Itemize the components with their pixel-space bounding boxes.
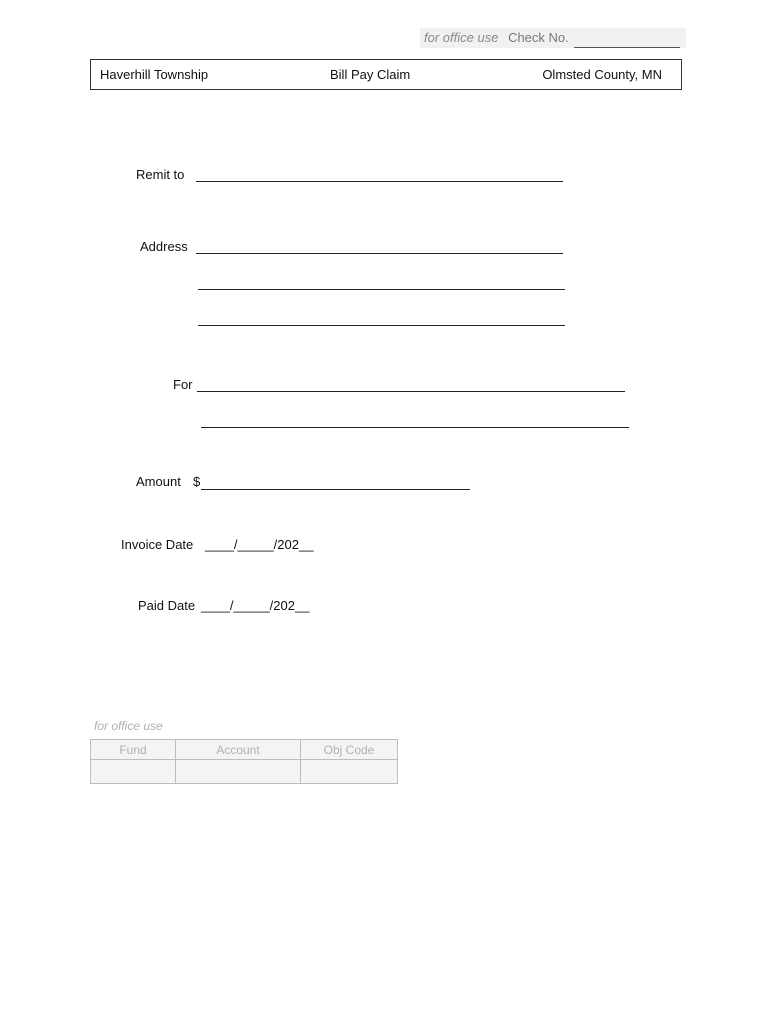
office-use-entry-row [91, 760, 398, 784]
address-line-3-field[interactable] [198, 325, 565, 326]
office-use-label: for office use [424, 30, 499, 45]
invoice-date-label: Invoice Date [121, 537, 194, 552]
form-title: Bill Pay Claim [330, 67, 411, 82]
check-number-field[interactable] [574, 34, 680, 48]
obj-code-column-header: Obj Code [301, 740, 398, 760]
for-line-1-field[interactable] [197, 391, 625, 392]
address-line-2-field[interactable] [198, 289, 565, 290]
township-name: Haverhill Township [100, 67, 209, 82]
paid-date-field[interactable]: ____/_____/202__ [201, 598, 310, 613]
amount-field[interactable] [201, 489, 470, 490]
obj-code-cell[interactable] [301, 760, 398, 784]
account-column-header: Account [176, 740, 301, 760]
for-label: For [173, 377, 193, 392]
office-use-check-strip [420, 28, 686, 48]
claim-header [90, 59, 682, 90]
office-use-table-label: for office use [94, 719, 163, 733]
paid-date-label: Paid Date [138, 598, 196, 613]
county-name: Olmsted County, MN [542, 67, 662, 82]
fund-cell[interactable] [91, 760, 176, 784]
address-line-1-field[interactable] [196, 253, 563, 254]
invoice-date-field[interactable]: ____/_____/202__ [205, 537, 314, 552]
address-label: Address [140, 239, 188, 254]
account-cell[interactable] [176, 760, 301, 784]
office-use-table [90, 739, 398, 784]
check-number-label: Check No. [508, 30, 569, 45]
office-use-header-row [91, 740, 398, 760]
remit-to-field[interactable] [196, 181, 563, 182]
for-line-2-field[interactable] [201, 427, 629, 428]
fund-column-header: Fund [91, 740, 176, 760]
amount-label: Amount [136, 474, 181, 489]
dollar-sign: $ [193, 474, 201, 489]
remit-to-label: Remit to [136, 167, 185, 182]
